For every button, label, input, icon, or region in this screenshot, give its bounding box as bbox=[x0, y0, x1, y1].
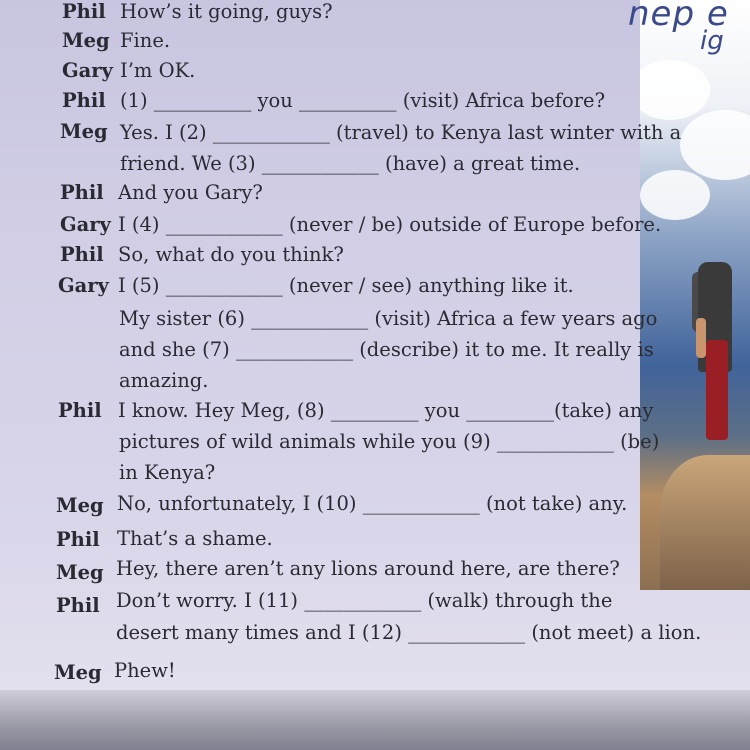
dialogue-text: So, what do you think? bbox=[118, 243, 344, 266]
dialogue-text: My sister (6) ____________ (visit) Africa a few years ago bbox=[119, 307, 658, 330]
dialogue-text: That’s a shame. bbox=[117, 527, 273, 550]
speaker-label: Phil bbox=[58, 399, 102, 422]
speaker-label: Phil bbox=[62, 0, 106, 23]
dialogue-text: amazing. bbox=[119, 369, 209, 392]
dialogue-text: I know. Hey Meg, (8) _________ you _________(take) any bbox=[118, 399, 654, 422]
dialogue-text: (1) __________ you __________ (visit) Africa before? bbox=[120, 89, 606, 112]
speaker-label: Meg bbox=[60, 120, 108, 143]
dialogue-text: Hey, there aren’t any lions around here, are there? bbox=[116, 557, 620, 580]
speaker-label: Meg bbox=[56, 494, 104, 517]
dialogue-text: No, unfortunately, I (10) ____________ (not take) any. bbox=[117, 492, 628, 515]
speaker-label: Meg bbox=[62, 29, 110, 52]
dialogue-text: in Kenya? bbox=[119, 461, 216, 484]
dialogue-text: Don’t worry. I (11) ____________ (walk) through the bbox=[116, 589, 613, 612]
handwritten-note-2: ig bbox=[700, 26, 724, 56]
speaker-label: Meg bbox=[54, 661, 102, 684]
speaker-label: Gary bbox=[60, 213, 111, 236]
hiker-photo bbox=[640, 0, 750, 590]
dialogue-text: Phew! bbox=[114, 659, 176, 682]
dialogue-text: Yes. I (2) ____________ (travel) to Kenya last winter with a bbox=[120, 121, 682, 144]
dialogue-text: and she (7) ____________ (describe) it to me. It really is bbox=[119, 338, 654, 361]
speaker-label: Phil bbox=[56, 528, 100, 551]
dialogue-text: I (5) ____________ (never / see) anything like it. bbox=[118, 274, 574, 297]
dialogue-text: Fine. bbox=[120, 29, 171, 52]
dialogue-text: I’m OK. bbox=[120, 59, 196, 82]
dialogue-text: friend. We (3) ____________ (have) a great time. bbox=[120, 152, 581, 175]
dialogue-text: How’s it going, guys? bbox=[120, 0, 333, 23]
handwritten-note: nep e bbox=[628, 0, 729, 34]
speaker-label: Phil bbox=[60, 243, 104, 266]
dialogue-text: I (4) ____________ (never / be) outside of Europe before. bbox=[118, 213, 662, 236]
speaker-label: Meg bbox=[56, 561, 104, 584]
speaker-label: Phil bbox=[60, 181, 104, 204]
dialogue-text: And you Gary? bbox=[118, 181, 263, 204]
table-surface bbox=[0, 690, 750, 750]
speaker-label: Phil bbox=[56, 594, 100, 617]
dialogue-text: desert many times and I (12) ____________ (not meet) a lion. bbox=[116, 621, 702, 644]
speaker-label: Gary bbox=[62, 59, 113, 82]
speaker-label: Phil bbox=[62, 89, 106, 112]
dialogue-text: pictures of wild animals while you (9) ____________ (be) bbox=[119, 430, 660, 453]
speaker-label: Gary bbox=[58, 274, 109, 297]
